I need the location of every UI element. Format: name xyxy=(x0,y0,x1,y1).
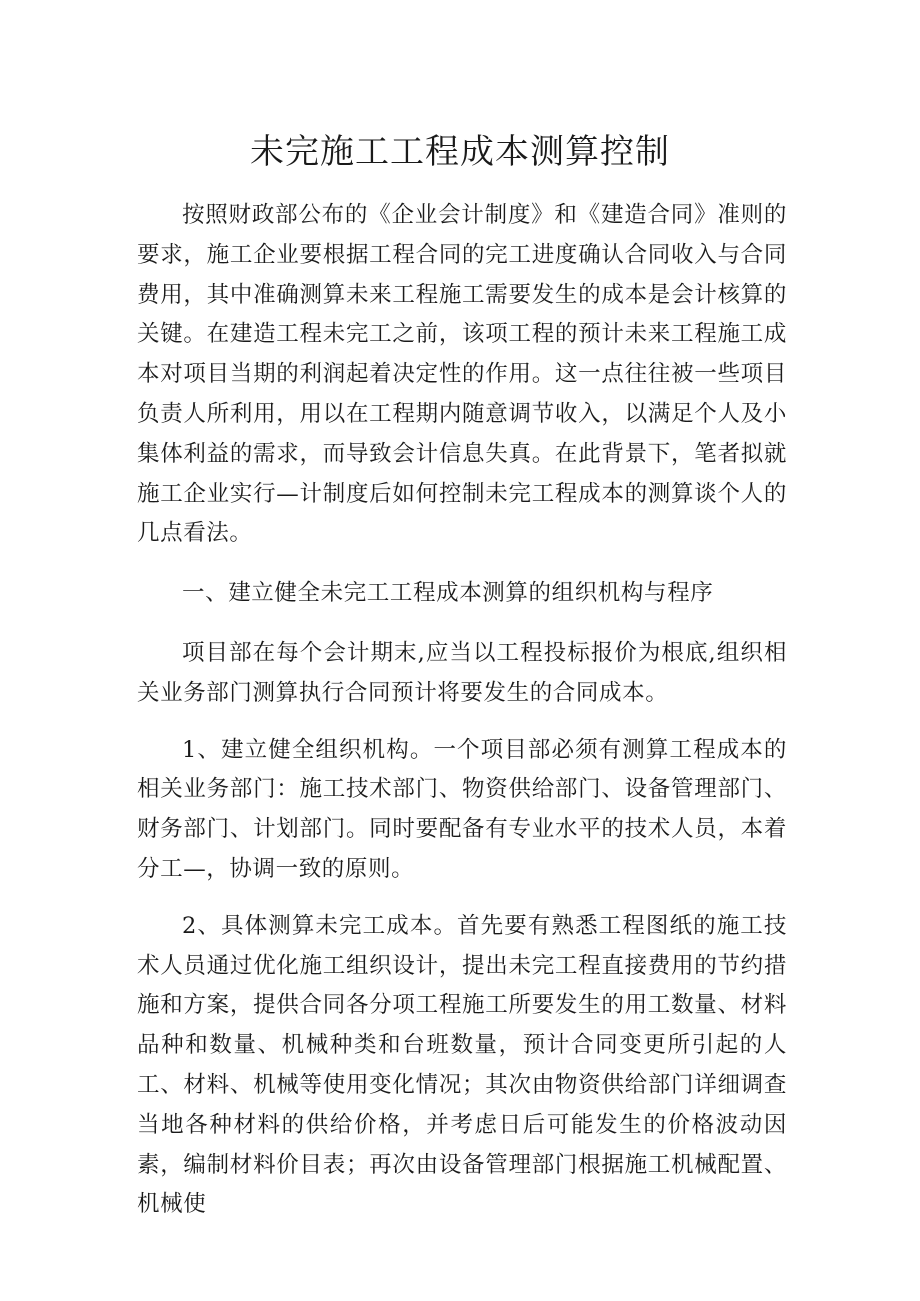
paragraph-item-1: 1、建立健全组织机构。一个项目部必须有测算工程成本的相关业务部门：施工技术部门、物资供给部门、设备管理部门、财务部门、计划部门。同时要配备有专业水平的技术人员，本着分工—，协调一致的原则。 xyxy=(137,736,787,882)
document-body xyxy=(137,196,787,1225)
paragraph-project-dept: 项目部在每个会计期末,应当以工程投标报价为根底,组织相关业务部门测算执行合同预计将要发生的合同成本。 xyxy=(137,639,787,706)
paragraph-intro: 按照财政部公布的《企业会计制度》和《建造合同》准则的要求，施工企业要根据工程合同的完工进度确认合同收入与合同费用，其中准确测算未来工程施工需要发生的成本是会计核算的关键。在建造工程未完工之前，该项工程的预计未来工程施工成本对项目当期的利润起着决定性的作用。这一点往往被一些项目负责人所利用，用以在工程期内随意调节收入，以满足个人及小集体利益的需求，而导致会计信息失真。在此背景下，笔者拟就施工企业实行—计制度后如何控制未完工程成本的测算谈个人的几点看法。 xyxy=(137,202,787,547)
paragraph-item-2: 2、具体测算未完工成本。首先要有熟悉工程图纸的施工技术人员通过优化施工组织设计，提出未完工程直接费用的节约措施和方案，提供合同各分项工程施工所要发生的用工数量、材料品种和数量、机械种类和台班数量，预计合同变更所引起的人工、材料、机械等使用变化情况；其次由物资供给部门详细调查当地各种材料的供给价格，并考虑日后可能发生的价格波动因素，编制材料价目表；再次由设备管理部门根据施工机械配置、机械使 xyxy=(137,912,787,1218)
section-heading-1: 一、建立健全未完工工程成本测算的组织机构与程序 xyxy=(182,580,714,607)
document-title: 未完施工工程成本测算控制 xyxy=(250,132,670,172)
